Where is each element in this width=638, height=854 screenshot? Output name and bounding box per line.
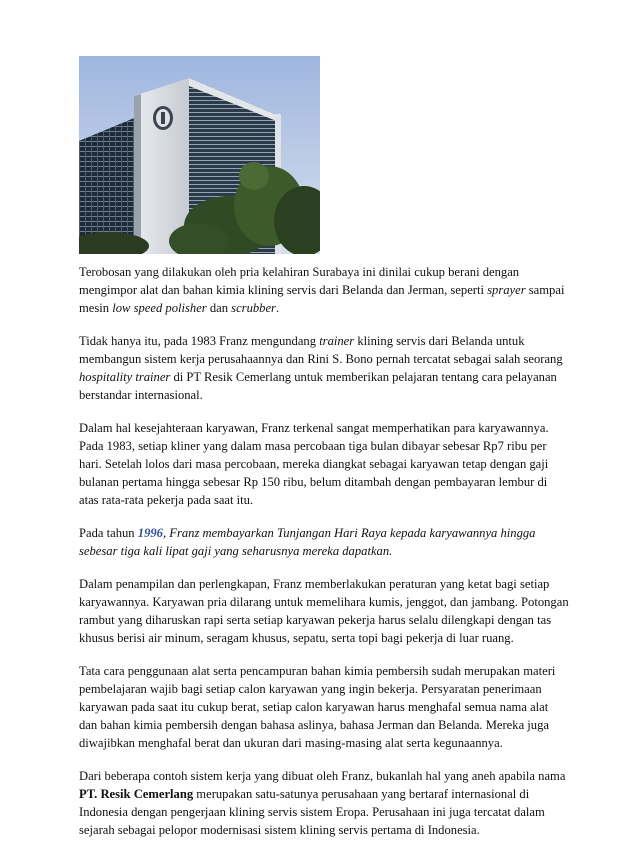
paragraph-4	[79, 524, 569, 560]
paragraph-7-segment: Dari beberapa contoh sistem kerja yang dibuat oleh Franz, bukanlah hal yang aneh apabila nama	[79, 768, 566, 783]
paragraph-7	[79, 767, 569, 839]
paragraph-2	[79, 332, 569, 404]
paragraph-1-segment: low speed polisher	[112, 301, 207, 316]
paragraph-2-segment: di PT Resik Cemerlang untuk memberikan pelajaran tentang cara pelayanan berstandar internasional.	[79, 369, 557, 403]
paragraph-1-segment: .	[275, 301, 280, 316]
paragraph-6	[79, 662, 569, 752]
paragraph-2-segment: klining servis dari Belanda untuk membangun sistem kerja perusahaannya dan Rini S. Bono pernah tercatat sebagai salah seorang	[79, 333, 563, 366]
paragraph-3	[79, 419, 569, 509]
paragraph-7-segment: merupakan satu-satunya perusahaan yang bertaraf internasional di Indonesia dengan pengerjaan klining servis sistem Eropa. Perusahaan ini juga tercatat dalam sejarah sebagai pelopor modernisasi sistem klining servis pertama di Indonesia.	[79, 786, 545, 837]
building-illustration	[79, 56, 320, 254]
paragraph-7-segment: PT. Resik Cemerlang	[79, 786, 194, 801]
paragraph-1	[79, 263, 569, 317]
paragraph-4-segment: , Franz membayarkan Tunjangan Hari Raya kepada karyawannya hingga sebesar tiga kali lipat gaji yang seharusnya mereka dapatkan.	[79, 525, 536, 558]
paragraph-2-segment: trainer	[319, 333, 355, 348]
paragraph-6-segment: Tata cara penggunaan alat serta pencampuran bahan kimia pembersih sudah merupakan materi pembelajaran wajib bagi setiap calon karyawan yang ingin bekerja. Persyaratan penerimaan karyawan pada saat itu cukup berat, setiap calon karyawan harus menghafal semua nama alat dan bahan kimia pembersih dengan bahasa aslinya, bahasa Jerman dan Belanda. Mereka juga diwajibkan menghafal berat dan ukuran dari masing-masing alat serta kegunaannya.	[79, 663, 556, 751]
paragraph-1-segment: sampai mesin	[79, 283, 565, 316]
paragraph-1-segment: dan	[206, 301, 232, 316]
paragraph-3-segment: Dalam hal kesejahteraan karyawan, Franz terkenal sangat memperhatikan para karyawannya. Pada 1983, setiap kliner yang dalam masa percobaan tiga bulan dibayar sebesar Rp7 ribu per hari. Setelah lolos dari masa percobaan, mereka diangkat sebagai karyawan tetap dengan gaji bulanan pertama hingga sebesar Rp 150 ribu, belum ditambah dengan pembayaran lembur di atas rata-rata pekerja pada saat itu.	[79, 420, 549, 508]
paragraph-1-segment: sprayer	[487, 283, 526, 298]
paragraph-1-segment: Terobosan yang dilakukan oleh pria kelahiran Surabaya ini dinilai cukup berani dengan mengimpor alat dan bahan kimia klining servis dari Belanda dan Jerman, seperti	[79, 265, 520, 298]
paragraph-2-segment: hospitality trainer	[79, 369, 171, 384]
paragraph-5	[79, 575, 569, 647]
paragraph-4-segment: Pada tahun	[79, 525, 138, 540]
article-body	[79, 263, 569, 854]
paragraph-5-segment: Dalam penampilan dan perlengkapan, Franz memberlakukan peraturan yang ketat bagi setiap karyawannya. Karyawan pria dilarang untuk memelihara kumis, jenggot, dan jambang. Potongan rambut yang diharuskan rapi serta setiap karyawan pekerja harus selalu dilengkapi dengan tas khusus berisi air minum, seragam khusus, sepatu, serta topi bagi pekerja di luar ruang.	[79, 576, 569, 646]
paragraph-2-segment: Tidak hanya itu, pada 1983 Franz mengundang	[79, 333, 320, 348]
paragraph-4-segment: 1996	[137, 525, 163, 540]
paragraph-1-segment: scrubber	[231, 301, 276, 316]
building-photo	[79, 56, 320, 254]
